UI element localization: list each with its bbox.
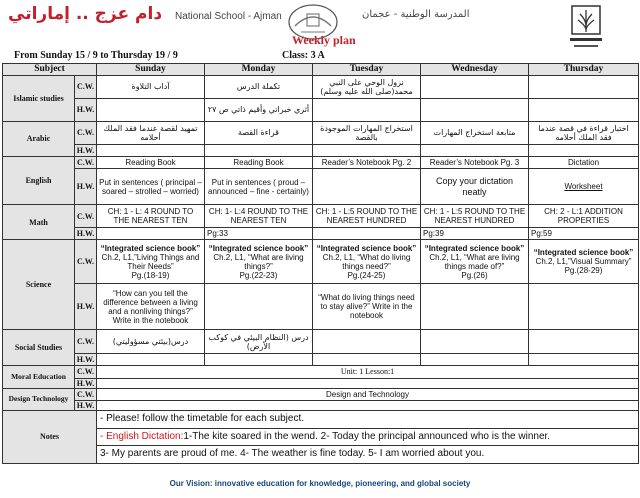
- arabic-hw-monday: [205, 145, 313, 157]
- math-hw-monday: Pg:33: [205, 228, 313, 240]
- science-pages: Pg.(22-23): [239, 271, 278, 281]
- design-hw: [97, 400, 639, 410]
- english-hw-tuesday: [313, 169, 421, 205]
- school-name-english: National School - Ajman: [175, 11, 282, 22]
- day-header-thursday: Thursday: [529, 64, 639, 76]
- math-hw-tuesday: [313, 228, 421, 240]
- cw-label: C.W.: [75, 240, 97, 284]
- arabic-hw-wednesday: [421, 145, 529, 157]
- table-row: [3, 366, 639, 378]
- math-cw-sunday: CH: 1 - L: 4 ROUND TO THE NEAREST TEN: [97, 205, 205, 228]
- science-book-title: “Integrated science book”: [424, 243, 525, 253]
- table-row: [3, 378, 639, 388]
- science-pages: Pg.(26): [461, 271, 488, 281]
- science-cw-monday: [205, 240, 313, 284]
- table-row: [3, 205, 639, 228]
- science-cw-tuesday: [313, 240, 421, 284]
- english-cw-monday: Reading Book: [205, 157, 313, 169]
- subject-islamic: Islamic studies: [3, 76, 75, 122]
- islamic-cw-thursday: [529, 76, 639, 99]
- cw-label: C.W.: [75, 205, 97, 228]
- islamic-hw-wednesday: [421, 99, 529, 122]
- science-hw-thursday: [529, 284, 639, 330]
- notes-row: [3, 411, 639, 464]
- design-cw: Design and Technology: [97, 388, 639, 400]
- table-row: [3, 388, 639, 400]
- cw-label: C.W.: [75, 330, 97, 354]
- page-header: [0, 0, 640, 60]
- science-cw-sunday: [97, 240, 205, 284]
- notes-line-1: - Please! follow the timetable for each subject.: [100, 413, 304, 425]
- science-lesson: Ch.2, L1, “What do living things need?”: [322, 252, 411, 271]
- social-hw-sunday: [97, 354, 205, 366]
- arabic-hw-tuesday: [313, 145, 421, 157]
- table-row: [3, 354, 639, 366]
- cw-label: C.W.: [75, 157, 97, 169]
- subject-social-studies: Social Studies: [3, 330, 75, 366]
- science-hw-monday: [205, 284, 313, 330]
- science-cw-wednesday: [421, 240, 529, 284]
- math-cw-tuesday: CH: 1 - L:5 ROUND TO THE NEAREST HUNDRED: [313, 205, 421, 228]
- notes-label: Notes: [3, 411, 97, 464]
- english-cw-tuesday: Reader’s Notebook Pg. 2: [313, 157, 421, 169]
- table-row: [3, 145, 639, 157]
- science-book-title: “Integrated science book”: [100, 243, 201, 253]
- subject-english: English: [3, 157, 75, 205]
- social-hw-wednesday: [421, 354, 529, 366]
- science-pages: Pg.(28-29): [564, 266, 603, 276]
- english-cw-thursday: Dictation: [529, 157, 639, 169]
- day-header-sunday: Sunday: [97, 64, 205, 76]
- english-hw-sunday: Put in sentences ( principal – soared – strolled – worried): [97, 169, 205, 205]
- science-pages: Pg.(18-19): [131, 271, 170, 281]
- math-hw-sunday: [97, 228, 205, 240]
- social-cw-thursday: [529, 330, 639, 354]
- science-book-title: “Integrated science book”: [533, 248, 634, 258]
- social-cw-sunday: درس(بيئتي مسؤوليتي): [97, 330, 205, 354]
- cw-label: C.W.: [75, 388, 97, 400]
- class-label: Class: 3 A: [282, 50, 325, 61]
- table-row: [3, 240, 639, 284]
- hw-label: H.W.: [75, 284, 97, 330]
- social-hw-monday: [205, 354, 313, 366]
- science-book-title: “Integrated science book”: [208, 243, 309, 253]
- math-hw-thursday: Pg:59: [529, 228, 639, 240]
- moral-cw: Unit: 1 Lesson:1: [97, 366, 639, 378]
- day-header-wednesday: Wednesday: [421, 64, 529, 76]
- english-cw-wednesday: Reader’s Notebook Pg. 3: [421, 157, 529, 169]
- table-row: [3, 157, 639, 169]
- table-row: [3, 76, 639, 99]
- table-row: [3, 330, 639, 354]
- table-row: [3, 99, 639, 122]
- math-cw-thursday: CH: 2 - L:1 ADDITION PROPERTIES: [529, 205, 639, 228]
- english-hw-wednesday: Copy your dictation neatly: [421, 169, 529, 205]
- social-cw-wednesday: [421, 330, 529, 354]
- weekly-plan-table: [2, 63, 639, 464]
- islamic-cw-monday: تكملة الدرس: [205, 76, 313, 99]
- islamic-cw-tuesday: نزول الوحي على النبي محمد(صلى الله عليه وسلم): [313, 76, 421, 99]
- notes-line-2: [97, 428, 638, 446]
- day-header-monday: Monday: [205, 64, 313, 76]
- arabic-cw-sunday: تمهيد لقصة عندما فقد الملك أحلامه: [97, 122, 205, 145]
- table-header-row: [3, 64, 639, 76]
- cw-label: C.W.: [75, 76, 97, 99]
- subject-moral-education: Moral Education: [3, 366, 75, 388]
- science-lesson: Ch.2, L1, “What are living things made of?”: [429, 252, 520, 271]
- science-book-title: “Integrated science book”: [316, 243, 417, 253]
- islamic-hw-monday: أثري خبراتي وأقيم ذاتي ص ٢٧: [205, 99, 313, 122]
- arabic-hw-sunday: [97, 145, 205, 157]
- math-hw-wednesday: Pg:39: [421, 228, 529, 240]
- date-range: From Sunday 15 / 9 to Thursday 19 / 9: [14, 50, 178, 61]
- hw-label: H.W.: [75, 99, 97, 122]
- social-cw-tuesday: [313, 330, 421, 354]
- arabic-cw-wednesday: متابعة استخراج المهارات: [421, 122, 529, 145]
- english-cw-sunday: Reading Book: [97, 157, 205, 169]
- science-hw-wednesday: [421, 284, 529, 330]
- subject-math: Math: [3, 205, 75, 240]
- tolerance-logo-icon: [566, 4, 606, 54]
- science-pages: Pg.(24-25): [347, 271, 386, 281]
- table-row: [3, 169, 639, 205]
- hw-label: H.W.: [75, 354, 97, 366]
- english-hw-thursday: Worksheet: [529, 169, 639, 205]
- page-title: Weekly plan: [292, 33, 356, 47]
- math-cw-wednesday: CH: 1 - L:5 ROUND TO THE NEAREST HUNDRED: [421, 205, 529, 228]
- subject-science: Science: [3, 240, 75, 330]
- islamic-hw-thursday: [529, 99, 639, 122]
- arabic-cw-monday: قراءة القصة: [205, 122, 313, 145]
- subject-column-header: Subject: [3, 64, 97, 76]
- cw-label: C.W.: [75, 366, 97, 378]
- english-hw-monday: Put in sentences ( proud – announced – fine - certainly): [205, 169, 313, 205]
- science-lesson: Ch.2, L1, “What are living things?”: [213, 252, 304, 271]
- table-row: [3, 400, 639, 410]
- table-row: [3, 228, 639, 240]
- science-lesson: Ch.2, L1,”Visual Summary”: [535, 257, 632, 267]
- dictation-items: 1-The kite soared in the wend. 2- Today the principal announced who is the winner.: [183, 430, 551, 442]
- social-hw-tuesday: [313, 354, 421, 366]
- islamic-hw-tuesday: [313, 99, 421, 122]
- hw-label: H.W.: [75, 378, 97, 388]
- hw-label: H.W.: [75, 145, 97, 157]
- school-name-arabic: المدرسة الوطنية - عجمان: [362, 9, 470, 20]
- subject-arabic: Arabic: [3, 122, 75, 157]
- hw-label: H.W.: [75, 400, 97, 410]
- subject-design-technology: Design Technology: [3, 388, 75, 410]
- vision-statement: Our Vision: innovative education for knowledge, pioneering, and global society: [169, 479, 471, 488]
- arabic-hw-thursday: [529, 145, 639, 157]
- slogan-arabic: دام عزج .. إماراتي: [8, 4, 163, 24]
- hw-label: H.W.: [75, 169, 97, 205]
- islamic-cw-wednesday: [421, 76, 529, 99]
- science-hw-tuesday: “What do living things need to stay alive?” Write in the notebook: [313, 284, 421, 330]
- day-header-tuesday: Tuesday: [313, 64, 421, 76]
- social-cw-monday: درس (النظام البيئي في كوكب الأرض): [205, 330, 313, 354]
- notes-content: [97, 411, 639, 464]
- moral-hw: [97, 378, 639, 388]
- science-lesson: Ch.2, L1,”Living Things and Their Needs”: [101, 252, 200, 271]
- islamic-hw-sunday: [97, 99, 205, 122]
- table-row: [3, 284, 639, 330]
- science-cw-thursday: [529, 240, 639, 284]
- table-row: [3, 122, 639, 145]
- math-cw-monday: CH: 1- L:4 ROUND TO THE NEAREST TEN: [205, 205, 313, 228]
- social-hw-thursday: [529, 354, 639, 366]
- islamic-cw-sunday: آداب التلاوة: [97, 76, 205, 99]
- arabic-cw-thursday: اختبار قراءة في قصة عندما فقد الملك أحلامه: [529, 122, 639, 145]
- notes-line-3: 3- My parents are proud of me. 4- The weather is fine today. 5- I am worried about you.: [97, 445, 638, 463]
- arabic-cw-tuesday: استخراج المهارات الموجودة بالقصة: [313, 122, 421, 145]
- cw-label: C.W.: [75, 122, 97, 145]
- hw-label: H.W.: [75, 228, 97, 240]
- science-hw-sunday: “How can you tell the difference between a living and a nonliving things?” Write in the notebook: [97, 284, 205, 330]
- dictation-label: - English Dictation:: [100, 430, 184, 442]
